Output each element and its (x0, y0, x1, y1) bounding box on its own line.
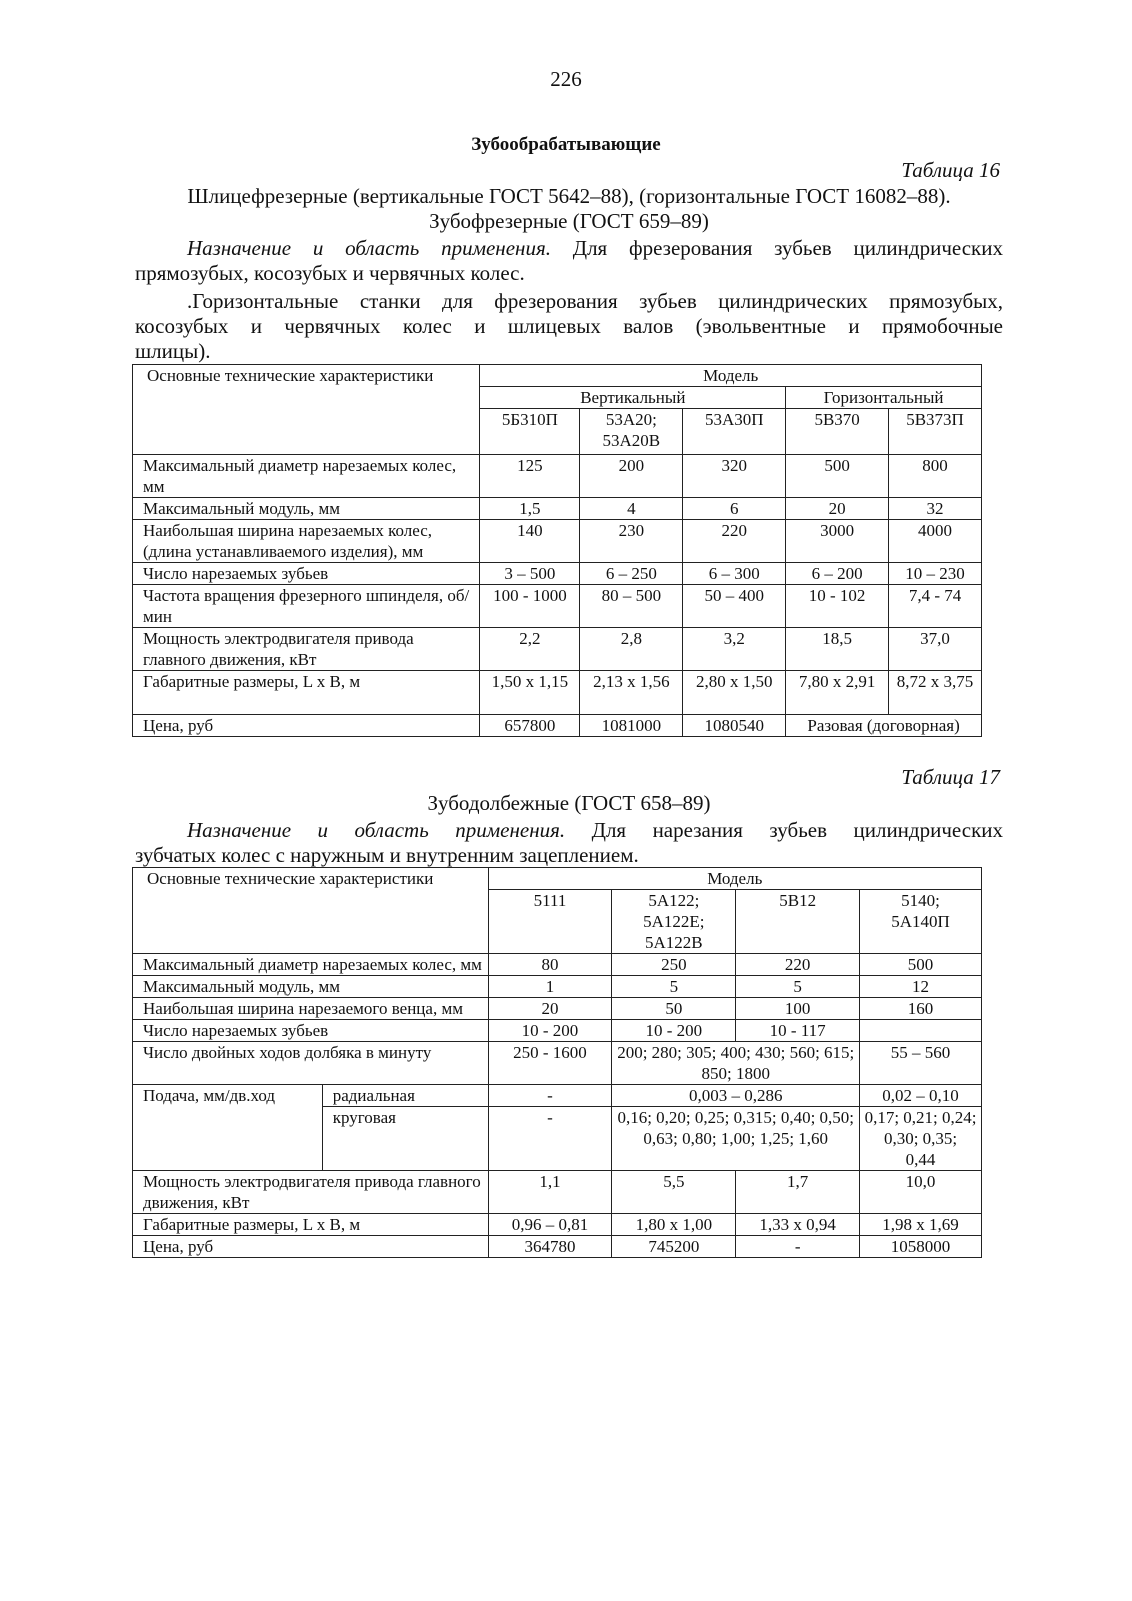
table-row (133, 715, 982, 737)
cell: 3,2 (683, 628, 786, 671)
model-name: 5А122; (648, 891, 700, 910)
cell: 4000 (889, 520, 982, 563)
row-sublabel: радиальная (322, 1085, 488, 1107)
row-label: Максимальный диаметр нарезаемых колес, мм (133, 954, 489, 976)
note-line-2: косозубых и червячных колес и шлицевых валов (эвольвентные и прямобочные (135, 314, 1003, 338)
cell: 5 (736, 976, 860, 998)
cell: 5,5 (612, 1171, 736, 1214)
cell: Разовая (договорная) (786, 715, 982, 737)
cell: 220 (683, 520, 786, 563)
table-row (133, 671, 982, 715)
cell: 1081000 (580, 715, 683, 737)
table-row (133, 1171, 982, 1214)
row-label: Габаритные размеры, L x B, м (133, 1214, 489, 1236)
row-label: Максимальный диаметр нарезаемых колес, мм (133, 455, 480, 498)
model-cell: 5В370 (786, 409, 889, 455)
purpose-text-cont: зубчатых колес с наружным и внутренним зацеплением. (135, 843, 639, 867)
table-row (133, 998, 982, 1020)
cell: - (736, 1236, 860, 1258)
table-16-subtitle: Зубофрезерные (ГОСТ 659–89) (429, 209, 709, 233)
cell: 250 (612, 954, 736, 976)
cell: 6 – 200 (786, 563, 889, 585)
cell: 10 - 200 (488, 1020, 612, 1042)
table-row (133, 585, 982, 628)
cell: 3 – 500 (480, 563, 580, 585)
table-row (133, 868, 982, 890)
row-label: Габаритные размеры, L x B, м (133, 671, 480, 715)
model-name: 5140; (901, 891, 940, 910)
row-label: Цена, руб (133, 1236, 489, 1258)
row-label: Цена, руб (133, 715, 480, 737)
cell: 50 (612, 998, 736, 1020)
cell: 800 (889, 455, 982, 498)
row-label: Максимальный модуль, мм (133, 498, 480, 520)
cell: 745200 (612, 1236, 736, 1258)
cell: 10 - 102 (786, 585, 889, 628)
cell: 160 (860, 998, 982, 1020)
table-row (133, 563, 982, 585)
model-name: 53А20; (605, 410, 657, 429)
cell: 250 - 1600 (488, 1042, 612, 1085)
cell: 20 (786, 498, 889, 520)
row-label: Мощность электродвигателя привода главного движения, кВт (133, 628, 480, 671)
row-label: Подача, мм/дв.ход (133, 1085, 323, 1171)
cell: 320 (683, 455, 786, 498)
cell: 10 - 117 (736, 1020, 860, 1042)
table-row (133, 976, 982, 998)
cell: 200 (580, 455, 683, 498)
table-row (133, 1042, 982, 1085)
table-row (133, 954, 982, 976)
cell: 1058000 (860, 1236, 982, 1258)
cell: 100 - 1000 (480, 585, 580, 628)
cell: 37,0 (889, 628, 982, 671)
table-17-label: Таблица 17 (901, 765, 1000, 789)
cell: 1,98 х 1,69 (860, 1214, 982, 1236)
table-row (133, 498, 982, 520)
model-cell: 5111 (488, 890, 612, 954)
cell: 4 (580, 498, 683, 520)
table-16-note (135, 289, 1003, 364)
model-cell: 5Б310П (480, 409, 580, 455)
page-number: 226 (550, 67, 582, 91)
cell: 80 (488, 954, 612, 976)
header-characteristics: Основные технические характеристики (133, 365, 480, 455)
cell: 10 – 230 (889, 563, 982, 585)
row-label: Наибольшая ширина нарезаемых колес, (длина устанавливаемого изделия), мм (133, 520, 480, 563)
row-label: Частота вращения фрезерного шпинделя, об/мин (133, 585, 480, 628)
cell: 20 (488, 998, 612, 1020)
cell: 1,33 х 0,94 (736, 1214, 860, 1236)
cell: 230 (580, 520, 683, 563)
cell: 0,003 – 0,286 (612, 1085, 860, 1107)
row-label: Число двойных ходов долбяка в минуту (133, 1042, 489, 1085)
cell: 1,7 (736, 1171, 860, 1214)
table-row (133, 1020, 982, 1042)
cell: 1080540 (683, 715, 786, 737)
cell: 140 (480, 520, 580, 563)
cell: 3000 (786, 520, 889, 563)
cell: 1 (488, 976, 612, 998)
model-cell: 5В373П (889, 409, 982, 455)
cell: 6 – 300 (683, 563, 786, 585)
cell: 6 – 250 (580, 563, 683, 585)
cell: 7,80 х 2,91 (786, 671, 889, 715)
cell: 0,16; 0,20; 0,25; 0,315; 0,40; 0,50; 0,63; 0,80; 1,00; 1,25; 1,60 (612, 1107, 860, 1171)
cell: 2,80 х 1,50 (683, 671, 786, 715)
purpose-text: Для фрезерования зубьев цилиндрических (550, 236, 1003, 260)
purpose-label: Назначение и область применения. (187, 818, 566, 842)
table-17 (132, 867, 982, 1258)
cell: 657800 (480, 715, 580, 737)
table-16-purpose (135, 236, 1003, 286)
table-17-purpose (135, 818, 1003, 868)
row-label: Число нарезаемых зубьев (133, 563, 480, 585)
section-title: Зубообрабатывающие (471, 134, 661, 155)
cell: 0,96 – 0,81 (488, 1214, 612, 1236)
header-model: Модель (480, 365, 982, 387)
cell: 0,02 – 0,10 (860, 1085, 982, 1107)
table-row (133, 455, 982, 498)
cell: 12 (860, 976, 982, 998)
cell: 2,2 (480, 628, 580, 671)
cell: 80 – 500 (580, 585, 683, 628)
table-row (133, 1236, 982, 1258)
row-label: Мощность электродвигателя привода главного движения, кВт (133, 1171, 489, 1214)
cell: 5 (612, 976, 736, 998)
row-label: Наибольшая ширина нарезаемого венца, мм (133, 998, 489, 1020)
row-sublabel: круговая (322, 1107, 488, 1171)
note-line-3: шлицы). (135, 339, 211, 363)
model-cell: 53А30П (683, 409, 786, 455)
table-row (133, 1085, 982, 1107)
table-16 (132, 364, 982, 737)
table-row (133, 365, 982, 387)
cell: 8,72 х 3,75 (889, 671, 982, 715)
cell: 1,1 (488, 1171, 612, 1214)
row-label: Число нарезаемых зубьев (133, 1020, 489, 1042)
cell: 6 (683, 498, 786, 520)
cell: - (488, 1085, 612, 1107)
header-model: Модель (488, 868, 981, 890)
table-row (133, 520, 982, 563)
cell (860, 1020, 982, 1042)
cell: 32 (889, 498, 982, 520)
model-cell (612, 890, 736, 954)
model-name: 53А20В (602, 431, 661, 450)
model-name: 5А140П (891, 912, 950, 931)
cell: 10,0 (860, 1171, 982, 1214)
purpose-label: Назначение и область применения. (187, 236, 551, 260)
purpose-text: Для нарезания зубьев цилиндрических (565, 818, 1004, 842)
model-cell: 5В12 (736, 890, 860, 954)
cell: 100 (736, 998, 860, 1020)
note-line-1: .Горизонтальные станки для фрезерования зубьев цилиндрических прямозубых, (187, 289, 1003, 313)
cell: 200; 280; 305; 400; 430; 560; 615; 850; 1800 (612, 1042, 860, 1085)
cell: 1,80 х 1,00 (612, 1214, 736, 1236)
cell: 1,5 (480, 498, 580, 520)
cell: 0,17; 0,21; 0,24; 0,30; 0,35; 0,44 (860, 1107, 982, 1171)
cell: 7,4 - 74 (889, 585, 982, 628)
cell: 500 (786, 455, 889, 498)
cell: 500 (860, 954, 982, 976)
header-characteristics: Основные технические характеристики (133, 868, 489, 954)
cell: 50 – 400 (683, 585, 786, 628)
model-name: 5А122В (645, 933, 703, 952)
row-label: Максимальный модуль, мм (133, 976, 489, 998)
cell: 10 - 200 (612, 1020, 736, 1042)
table-row (133, 1214, 982, 1236)
cell: 1,50 х 1,15 (480, 671, 580, 715)
model-name: 5А122Е; (643, 912, 705, 931)
header-horizontal: Горизонтальный (786, 387, 982, 409)
table-16-label: Таблица 16 (901, 158, 1000, 182)
cell: 18,5 (786, 628, 889, 671)
purpose-text-cont: прямозубых, косозубых и червячных колес. (135, 261, 525, 285)
model-cell (580, 409, 683, 455)
cell: 220 (736, 954, 860, 976)
cell: 364780 (488, 1236, 612, 1258)
cell: 125 (480, 455, 580, 498)
model-cell (860, 890, 982, 954)
table-row (133, 628, 982, 671)
cell: 55 – 560 (860, 1042, 982, 1085)
header-vertical: Вертикальный (480, 387, 786, 409)
table-17-title: Зубодолбежные (ГОСТ 658–89) (427, 791, 711, 815)
table-16-title: Шлицефрезерные (вертикальные ГОСТ 5642–88), (горизонтальные ГОСТ 16082–88). (187, 184, 951, 208)
cell: - (488, 1107, 612, 1171)
cell: 2,8 (580, 628, 683, 671)
cell: 2,13 х 1,56 (580, 671, 683, 715)
